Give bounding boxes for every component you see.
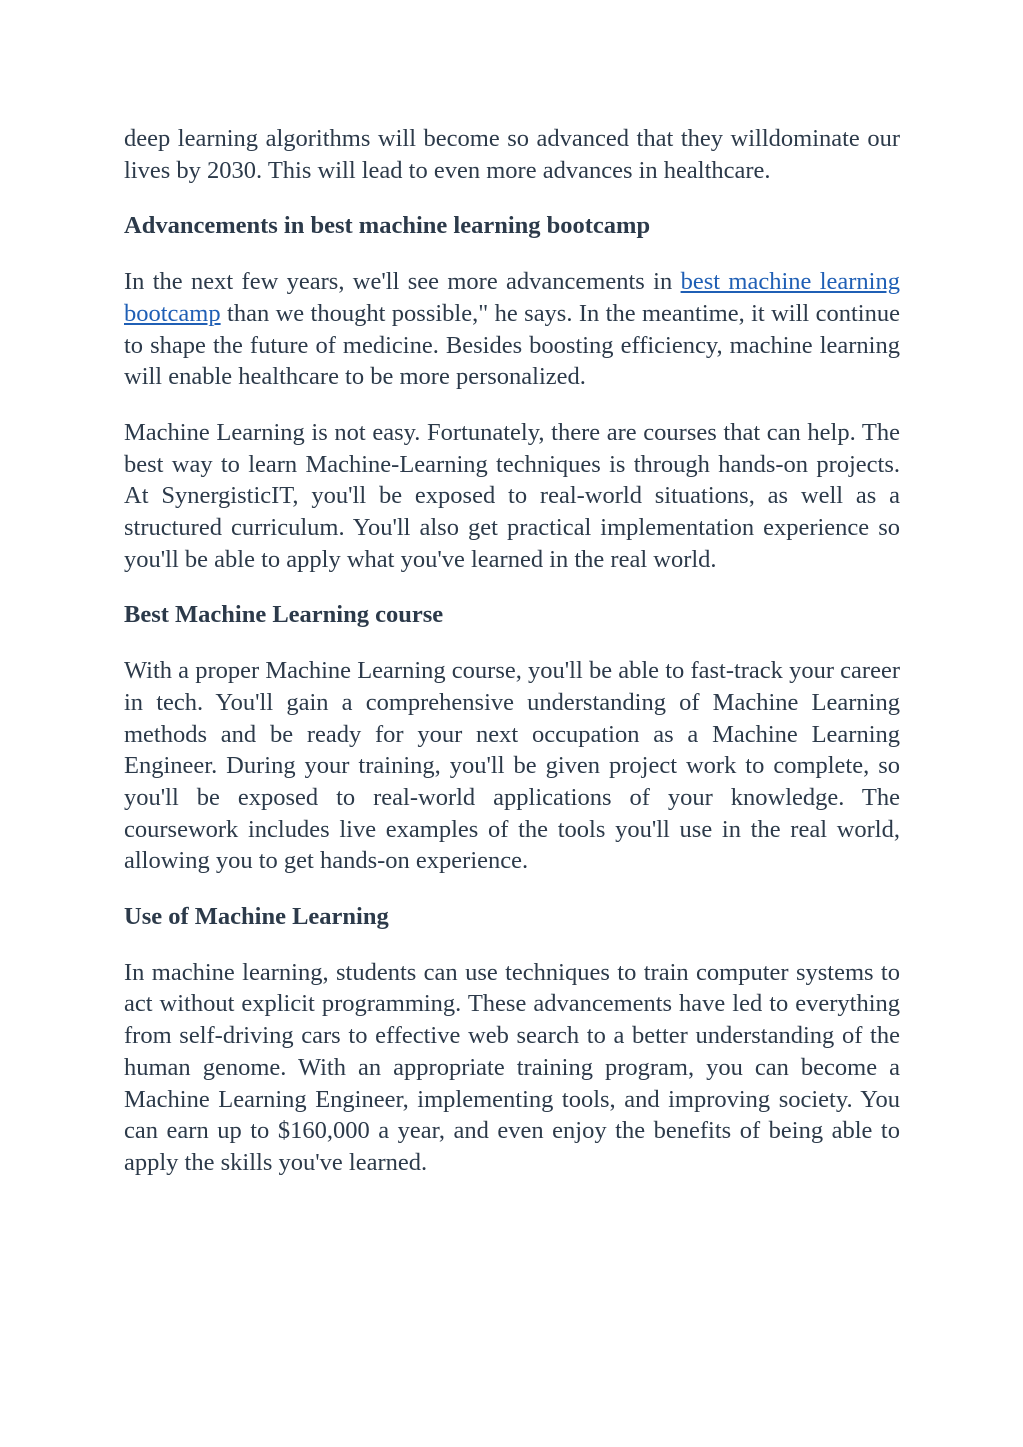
use-paragraph: In machine learning, students can use techniques to train computer systems to act without explicit programming. These advancements have led to everything from self-driving cars to effective web search to a better understanding of the human genome. With an appropriate training program, you can become a Machine Learning Engineer, implementing tools, and improving society. You can earn up to $160,000 a year, and even enjoy the benefits of being able to apply the skills you've learned.	[124, 958, 900, 1176]
heading-use-of-ml: Use of Machine Learning	[124, 903, 389, 931]
advancements-paragraph	[124, 266, 900, 393]
heading-advancements: Advancements in best machine learning bootcamp	[124, 212, 651, 240]
advancements-text-before: In the next few years, we'll see more advancements in	[124, 268, 681, 296]
advancements-text-after: than we thought possible," he says. In the meantime, it will continue to shape the future of medicine. Besides boosting efficiency, machine learning will enable healthcare to be more personalized.	[124, 299, 900, 391]
ml-not-easy-paragraph: Machine Learning is not easy. Fortunately, there are courses that can help. The best way to learn Machine-Learning techniques is through hands-on projects. At SynergisticIT, you'll be exposed to real-world situations, as well as a structured curriculum. You'll also get practical implementation experience so you'll be able to apply what you've learned in the real world.	[124, 418, 900, 573]
intro-paragraph: deep learning algorithms will become so advanced that they willdominate our lives by 2030. This will lead to even more advances in healthcare.	[124, 125, 900, 184]
document-page	[124, 123, 900, 1203]
bootcamp-link[interactable]: best machine learning bootcamp	[124, 268, 900, 327]
course-paragraph: With a proper Machine Learning course, you'll be able to fast-track your career in tech. You'll gain a comprehensive understanding of Machine Learning methods and be ready for your next occupation as a Machine Learning Engineer. During your training, you'll be given project work to complete, so you'll be exposed to real-world applications of your knowledge. The coursework includes live examples of the tools you'll use in the real world, allowing you to get hands-on experience.	[124, 657, 900, 875]
heading-best-course: Best Machine Learning course	[124, 601, 444, 629]
